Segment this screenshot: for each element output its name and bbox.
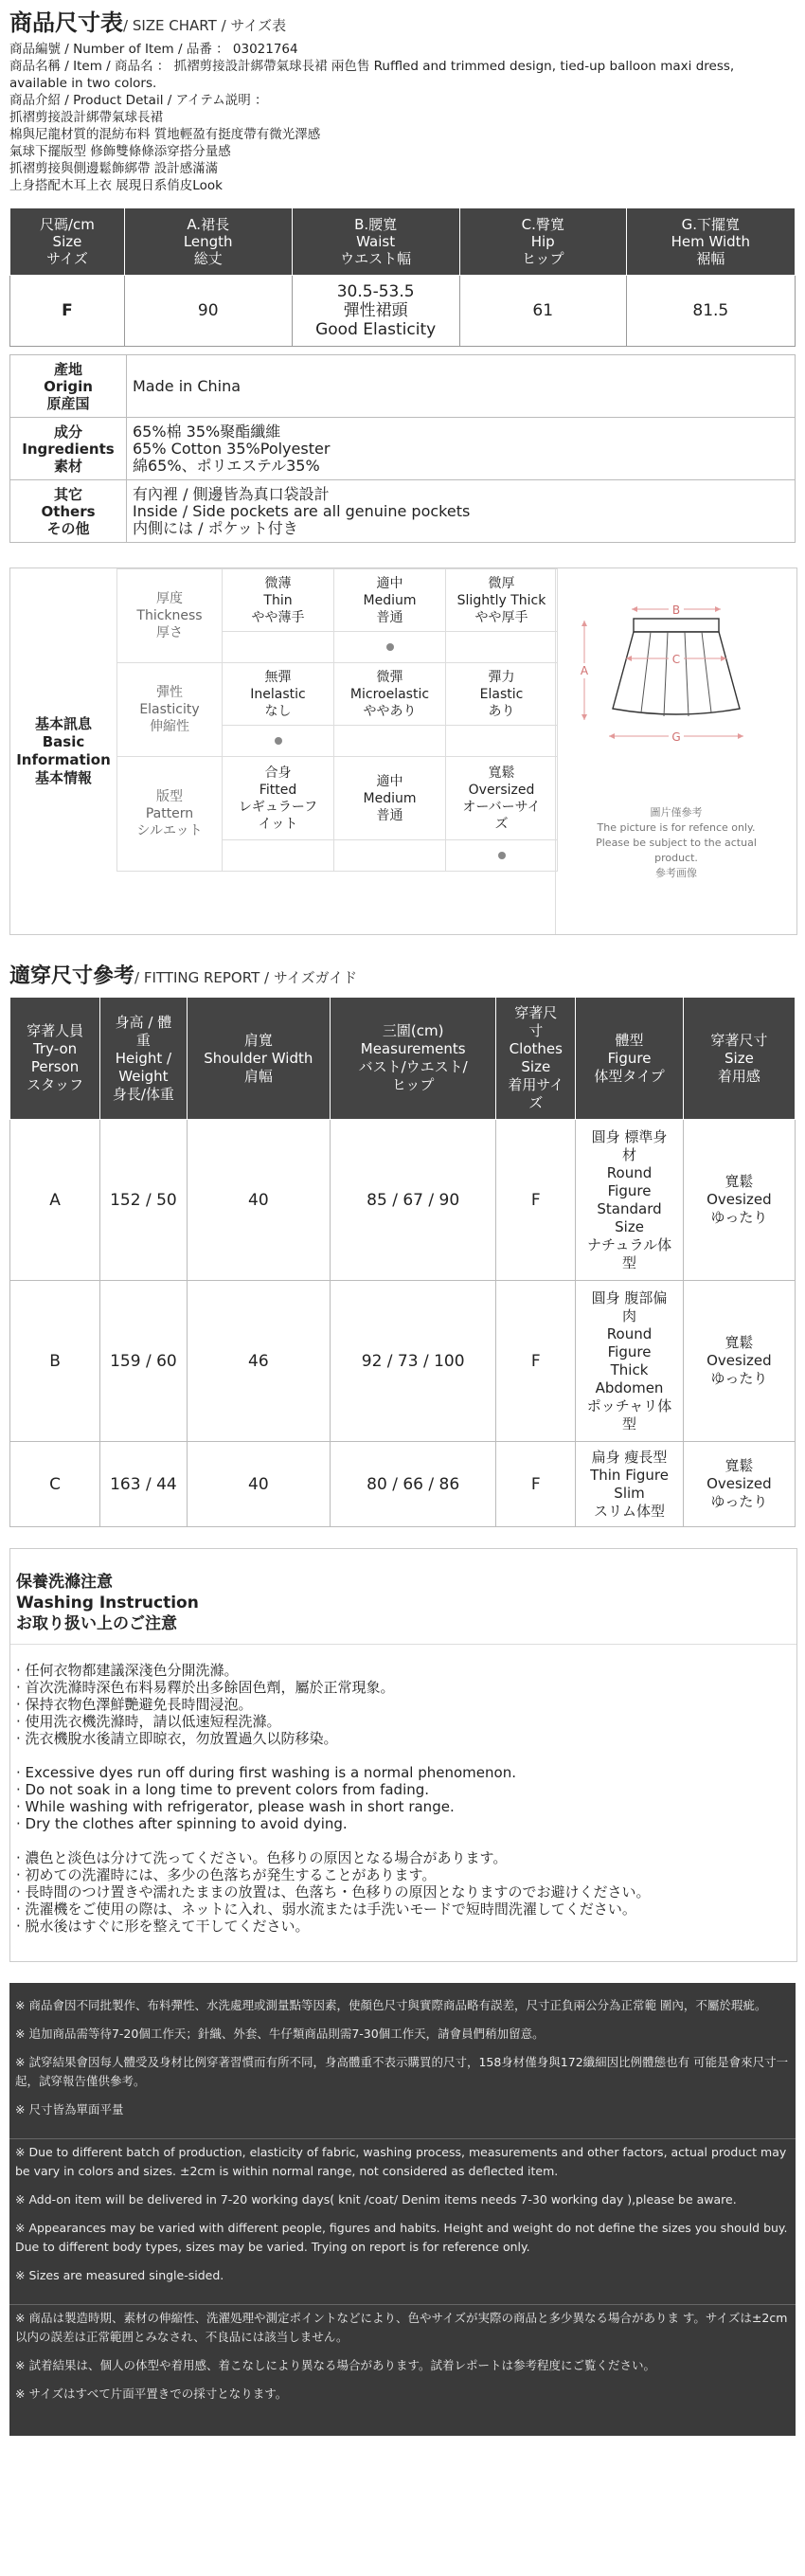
thickness-label: 厚度 Thickness 厚さ <box>117 569 223 663</box>
col-fit: 穿著尺寸 Size 着用感 <box>683 998 795 1120</box>
detail-line: 抓褶剪接設計綁帶氣球長裙 <box>9 110 163 125</box>
washing-en: · Excessive dyes run off during first washing is a normal phenomenon. · Do not soak in a long time to prevent colors from fading. · While washing with refrigerator, please wash in short range. · Dry the clothes after spinning to avoid dying. <box>16 1764 516 1832</box>
person: A <box>10 1120 100 1281</box>
elasticity-option-micro: 微彈 Microelastic ややあり <box>334 663 446 726</box>
shoulder: 46 <box>187 1281 330 1442</box>
skirt-diagram-icon <box>556 568 796 805</box>
others-row <box>10 480 796 543</box>
col-hem: G.下擺寬 Hem Width 裾幅 <box>626 208 795 276</box>
notes-zh: ※ 商品會因不同批製作、布料彈性、水洗處理或測量點等因素，使顏色尺寸與實際商品略有誤差，尺寸正負兩公分為正常範 圍內，不屬於瑕疵。 ※ 追加商品需等待7-20個工作天；針織、外套、牛仔類商品則需7-30個工作天，請會員們稍加留意。 ※ 試穿結果會因每人體受及身材比例穿著習慣而有所不同，身高體重不表示購買的尺寸，158身材僅身與172纖細因比例體態也有 可能是會來尺寸一起，試穿報告僅供參考。 ※ 尺寸皆為單面平量 <box>9 1992 796 2139</box>
skirt-diagram-area <box>555 568 796 934</box>
measurements: 85 / 67 / 90 <box>331 1120 496 1281</box>
label-b: B <box>671 603 681 617</box>
fit-feel: 寬鬆 Ovesized ゆったり <box>683 1442 795 1527</box>
origin-label: 產地 Origin 原産国 <box>10 355 127 418</box>
col-size: 尺碼/cm Size サイズ <box>10 208 125 276</box>
fitting-row <box>10 1442 796 1527</box>
notes-panel <box>9 1983 796 2436</box>
item-name: 商品名稱 / Item / 商品名 ： 抓褶剪接設計綁帶氣球長裙 兩色售 Ruffled and trimmed design, tied-up balloon maxi dress, available in two colors. <box>9 59 735 91</box>
height-weight: 163 / 44 <box>100 1442 187 1527</box>
elasticity-option-inelastic: 無彈 Inelastic なし <box>223 663 334 726</box>
notes-ja: ※ 商品は製造時期、素材の伸縮性、洗濯処理や測定ポイントなどにより、色やサイズが実際の商品と多少異なる場合がありま す。サイズは±2cm以内の誤差は正常範囲とみなされ、不良品には該当しません。 ※ 試着結果は、個人の体型や着用感、着こなしにより異なる場合があります。試着レポートは参考程度にご覧ください。 ※ サイズはすべて片面平置きでの採寸となります。 <box>15 2311 788 2401</box>
ingredients-row <box>10 418 796 480</box>
selected-dot-icon <box>498 852 506 859</box>
size-table <box>9 207 796 347</box>
washing-heading: 保養洗滌注意 Washing Instruction お取り扱い上のご注意 <box>10 1549 796 1645</box>
col-clothes-size: 穿著尺 寸 Clothes Size 着用サイ ズ <box>496 998 576 1120</box>
detail-line: 氣球下擺版型 修飾雙條條添穿搭分量感 <box>9 144 231 159</box>
indicator-cell <box>334 726 446 757</box>
figure: 圓身 標準身 材 Round Figure Standard Size ナチュラル体 型 <box>576 1120 684 1281</box>
attribute-grid <box>116 568 558 872</box>
ingredients-value: 65%棉 35%聚酯纖維 65% Cotton 35%Polyester 綿65%、ポリエステル35% <box>127 418 796 480</box>
clothes-size: F <box>496 1281 576 1442</box>
size-chart-heading <box>9 9 796 39</box>
size-value: F <box>10 276 125 347</box>
col-waist: B.腰寬 Waist ウエスト幅 <box>292 208 459 276</box>
col-measurements: 三圍(cm) Measurements バスト/ウエスト/ ヒップ <box>331 998 496 1120</box>
detail-line: 上身搭配木耳上衣 展現日系俏皮Look <box>9 178 223 193</box>
size-row <box>10 276 796 347</box>
pattern-option-medium: 適中 Medium 普通 <box>334 757 446 840</box>
selected-dot-icon <box>275 737 282 745</box>
fitting-row <box>10 1120 796 1281</box>
label-c: C <box>671 653 681 666</box>
others-value: 有內裡 / 側邊皆為真口袋設計 Inside / Side pockets are all genuine pockets 内側には / ポケット付き <box>127 480 796 543</box>
fitting-row <box>10 1281 796 1442</box>
washing-body <box>10 1645 796 1961</box>
col-shoulder: 肩寬 Shoulder Width 肩幅 <box>187 998 330 1120</box>
shoulder: 40 <box>187 1442 330 1527</box>
indicator-cell <box>223 632 334 663</box>
indicator-cell <box>223 726 334 757</box>
image-note: 圖片僅參考 The picture is for refence only. Please be subject to the actual product. 參考画像 <box>596 806 757 879</box>
figure: 扁身 瘦長型 Thin Figure Slim スリム体型 <box>576 1442 684 1527</box>
size-chart-page <box>9 9 796 2436</box>
person: C <box>10 1442 100 1527</box>
col-person: 穿著人員 Try-on Person スタッフ <box>10 998 100 1120</box>
notes-en: ※ Due to different batch of production, elasticity of fabric, washing process, measurements and other factors, actual product may be vary in colors and sizes. ±2cm is within normal range, not considered as deflected item. ※ Add-on item will be delivered in 7-20 working days( knit /coat/ Denim items needs 7-30 working day ),please be aware. ※ Appearances may be varied with different people, figures and habits. Height and weight do not define the sizes you should buy. Due to different body types, sizes may be varied. Trying on report is for reference only. ※ Sizes are measured single-sided. <box>9 2139 796 2305</box>
fitting-table-header <box>10 998 796 1120</box>
pattern-option-fitted: 合身 Fitted レギュラーフ イット <box>223 757 334 840</box>
selected-dot-icon <box>386 643 394 651</box>
origin-value: Made in China <box>127 355 796 418</box>
basic-info-label: 基本訊息 Basic Information 基本情報 <box>16 715 111 786</box>
indicator-cell <box>446 840 558 872</box>
waist-value: 30.5-53.5 彈性裙頭 Good Elasticity <box>292 276 459 347</box>
indicator-cell <box>334 840 446 872</box>
hip-value: 61 <box>459 276 626 347</box>
item-number: 商品編號 / Number of Item / 品番 ： 03021764 <box>9 42 298 57</box>
basic-info-panel <box>9 567 797 935</box>
col-hip: C.臀寬 Hip ヒップ <box>459 208 626 276</box>
detail-line: 棉與尼龍材質的混紡布料 質地輕盈有挺度帶有微光澤感 <box>9 127 321 142</box>
pattern-options <box>117 757 558 840</box>
washing-ja: · 濃色と淡色は分けて洗ってください。色移りの原因となる場合があります。 · 初めての洗濯時には、多少の色落ちが発生することがあります。 · 長時間のつけ置きや濡れたままの放置は、色落ち・色移りの原因となりますのでお避けください。 · 洗濯機をご使用の際は、ネットに入れ、弱水流または手洗いモードで短時間洗濯してください。 · 脱水後はすぐに形を整えて干してください。 <box>16 1849 651 1935</box>
origin-row <box>10 355 796 418</box>
page-title: 商品尺寸表 <box>9 9 123 36</box>
page-subtitle: / SIZE CHART / サイズ表 <box>123 17 287 34</box>
pattern-option-oversized: 寬鬆 Oversized オーバーサイ ズ <box>446 757 558 840</box>
elasticity-options <box>117 663 558 726</box>
thickness-option-thick: 微厚 Slightly Thick やや厚手 <box>446 569 558 632</box>
measurements: 92 / 73 / 100 <box>331 1281 496 1442</box>
height-weight: 152 / 50 <box>100 1120 187 1281</box>
fit-feel: 寬鬆 Ovesized ゆったり <box>683 1120 795 1281</box>
thickness-option-medium: 適中 Medium 普通 <box>334 569 446 632</box>
washing-zh: · 任何衣物都建議深淺色分開洗滌。 · 首次洗滌時深色布料易釋於出多餘固色劑，屬於正常現象。 · 保持衣物色澤鮮艷避免長時間浸泡。 · 使用洗衣機洗滌時，請以低速短程洗滌。 · 洗衣機脫水後請立即晾衣，勿放置過久以防移染。 <box>16 1662 395 1747</box>
col-length: A.裙長 Length 総丈 <box>124 208 292 276</box>
clothes-size: F <box>496 1442 576 1527</box>
clothes-size: F <box>496 1120 576 1281</box>
label-a: A <box>580 664 589 677</box>
length-value: 90 <box>124 276 292 347</box>
thickness-option-thin: 微薄 Thin やや薄手 <box>223 569 334 632</box>
col-height-weight: 身高 / 體 重 Height / Weight 身長/体重 <box>100 998 187 1120</box>
figure: 圓身 腹部偏 肉 Round Figure Thick Abdomen ポッチャリ体 型 <box>576 1281 684 1442</box>
size-table-header <box>10 208 796 276</box>
elasticity-option-elastic: 彈力 Elastic あり <box>446 663 558 726</box>
elasticity-label: 彈性 Elasticity 伸縮性 <box>117 663 223 757</box>
thickness-options <box>117 569 558 632</box>
fitting-heading <box>9 964 796 991</box>
height-weight: 159 / 60 <box>100 1281 187 1442</box>
ingredients-label: 成分 Ingredients 素材 <box>10 418 127 480</box>
fitting-subtitle: / FITTING REPORT / サイズガイド <box>134 969 358 986</box>
measurements: 80 / 66 / 86 <box>331 1442 496 1527</box>
indicator-cell <box>223 840 334 872</box>
product-meta <box>9 41 796 194</box>
detail-line: 抓褶剪接與側邊鬆飾綁帶 設計感滿滿 <box>9 161 219 176</box>
fitting-title: 適穿尺寸參考 <box>9 964 135 988</box>
label-g: G <box>671 730 681 744</box>
fit-feel: 寬鬆 Ovesized ゆったり <box>683 1281 795 1442</box>
indicator-cell <box>446 726 558 757</box>
detail-label: 商品介紹 / Product Detail / アイテム説明 ： <box>9 93 268 108</box>
indicator-cell <box>446 632 558 663</box>
shoulder: 40 <box>187 1120 330 1281</box>
washing-instructions <box>9 1548 797 1962</box>
indicator-cell <box>334 632 446 663</box>
others-label: 其它 Others その他 <box>10 480 127 543</box>
fitting-table <box>9 997 796 1527</box>
pattern-label: 版型 Pattern シルエット <box>117 757 223 872</box>
hem-value: 81.5 <box>626 276 795 347</box>
person: B <box>10 1281 100 1442</box>
col-figure: 體型 Figure 体型タイプ <box>576 998 684 1120</box>
info-table <box>9 354 796 543</box>
